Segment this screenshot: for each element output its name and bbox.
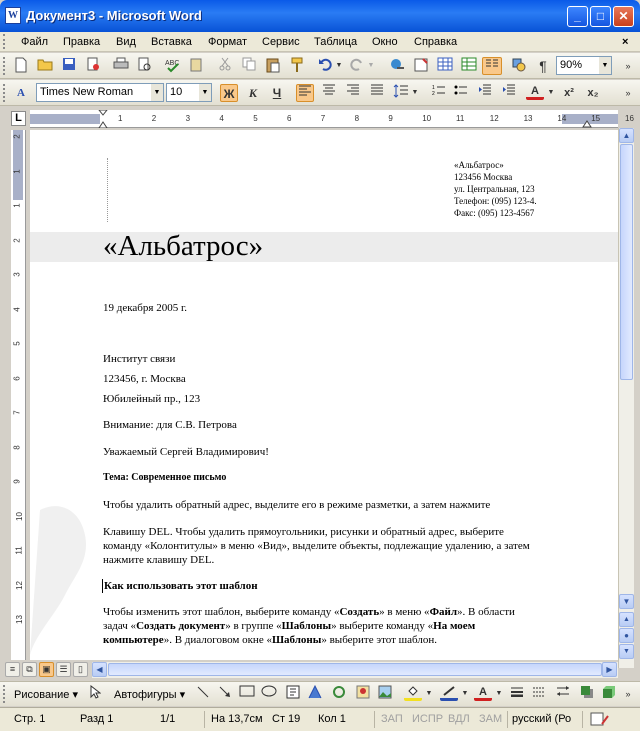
drawing-font-color-dropdown-icon[interactable]: ▼ [495,690,503,697]
status-page: Стр. 1 [14,713,46,725]
paragraph-2-line: Клавишу DEL. Чтобы удалить прямоугольники, рисунки и обратный адрес, выберите [103,526,504,538]
text-run: Чтобы изменить этот шаблон, выберите команду « [103,606,340,618]
toolbar-options-icon[interactable]: » [625,61,631,71]
text-run: » выберите команду « [331,620,434,632]
font-size-value: 10 [170,86,183,98]
font-size-dropdown-icon[interactable]: ▼ [199,84,211,101]
recipient-line: 123456, г. Москва [103,373,186,385]
svg-text:1: 1 [432,85,435,91]
save-icon[interactable] [60,57,78,75]
styles-icon[interactable]: A [17,87,25,99]
spelling-icon[interactable] [164,57,182,75]
ruler-number: 8 [12,444,22,450]
status-extend[interactable]: ВДЛ [448,713,470,725]
horizontal-scroll-thumb[interactable] [108,663,602,676]
ruler-number: 12 [489,114,499,123]
tab-selector[interactable]: L [11,111,26,126]
undo-icon[interactable] [316,57,334,75]
scroll-left-icon[interactable]: ◀ [92,662,107,677]
research-icon[interactable] [188,57,206,75]
attention-line: Внимание: для С.В. Петрова [103,419,237,431]
insert-excel-icon[interactable] [460,57,478,75]
status-separator [374,711,375,728]
recipient-line: Юбилейный пр., 123 [103,393,201,405]
return-address-line: 123456 Москва [454,172,513,182]
status-track-changes[interactable]: ИСПР [412,713,444,725]
toolbar-grip[interactable] [3,685,7,703]
text-run-bold: компьютере [103,634,164,646]
toolbar-grip[interactable] [3,57,7,75]
menu-edit[interactable]: Правка [63,36,101,48]
outline-view-icon[interactable]: ☰ [56,662,71,677]
ruler-left-margin [30,114,100,124]
return-address-line: ул. Центральная, 123 [454,184,535,194]
hyperlink-icon[interactable] [388,57,406,75]
spelling-status-icon[interactable] [590,712,610,730]
font-color-dropdown-icon[interactable]: ▼ [547,89,555,96]
diagram-icon[interactable] [330,685,348,703]
ruler-number: 11 [456,114,465,123]
numbering-icon[interactable] [430,84,448,102]
tables-borders-icon[interactable] [412,57,430,75]
dash-style-icon[interactable] [530,685,548,703]
company-title: «Альбатрос» [103,230,264,262]
ruler-number: 9 [388,114,393,123]
ruler-number: 11 [14,546,24,555]
wordart-icon[interactable] [306,685,324,703]
text-run: ». В диалоговом окне « [163,634,272,646]
toolbar-options-icon[interactable]: » [625,88,631,98]
ruler-number: 1 [118,114,123,123]
ruler-number: 2 [12,134,22,139]
web-view-icon[interactable]: ⧉ [22,662,37,677]
return-address-line: Телефон: (095) 123-4. [454,196,537,206]
font-name-select[interactable] [36,83,164,102]
superscript-icon[interactable]: x² [564,87,574,99]
arrow-icon[interactable] [216,685,234,703]
shadow-style-icon[interactable] [578,685,596,703]
line-spacing-icon[interactable] [392,84,410,102]
title-bar[interactable] [0,0,640,32]
redo-icon[interactable] [348,57,366,75]
horizontal-ruler[interactable] [30,110,634,128]
ruler-number: 10 [422,114,432,123]
status-column: Кол 1 [318,713,346,725]
ruler-number: 3 [185,114,191,123]
minimize-button[interactable]: _ [567,6,588,27]
svg-text:ABC: ABC [165,60,180,67]
paragraph-2-line: нажмите клавишу DEL. [103,554,215,566]
open-folder-icon[interactable] [36,57,54,75]
status-separator [582,711,583,728]
line-spacing-dropdown-icon[interactable]: ▼ [411,89,419,96]
3d-style-icon[interactable] [600,685,618,703]
return-address-line: Факс: (095) 123-4567 [454,208,535,218]
return-address-line: «Альбатрос» [454,160,504,170]
text-run-bold: Файл [429,606,458,618]
scroll-up-icon[interactable]: ▲ [619,128,634,143]
oval-icon[interactable] [260,685,278,703]
indent-marker-icon[interactable] [98,110,108,128]
status-language[interactable]: русский (Ро [512,713,572,725]
menu-grip[interactable] [3,34,7,49]
drawing-toolbar [0,681,640,706]
ruler-number: 4 [219,114,224,123]
ruler-number: 6 [287,114,292,123]
cut-icon[interactable] [216,57,234,75]
menu-format[interactable]: Формат [208,36,248,48]
text-run-bold: На моем [433,620,476,632]
toolbar-grip[interactable] [3,84,7,102]
underline-button[interactable]: Ч [272,86,282,100]
address-guide-line [107,158,108,222]
show-hide-paragraph-icon[interactable]: ¶ [539,58,547,74]
menu-table[interactable]: Таблица [314,36,358,48]
paragraph-2-line: команду «Колонтитулы» в меню «Вид», выделите объекты, подлежащие удалению, а затем [103,540,530,552]
copy-icon[interactable] [240,57,258,75]
letter-date: 19 декабря 2005 г. [103,302,187,314]
line-color-icon[interactable] [440,685,458,701]
ruler-number: 12 [14,580,24,590]
next-page-icon[interactable]: ▼ [619,644,634,659]
align-center-icon[interactable] [320,84,338,102]
ruler-number: 5 [253,114,258,123]
drawing-icon[interactable] [510,57,528,75]
align-right-icon[interactable] [344,84,362,102]
ruler-number: 15 [591,114,601,123]
subscript-icon[interactable]: x₂ [587,87,599,99]
status-separator [204,711,205,728]
scroll-thumb[interactable] [620,144,633,380]
menu-tools[interactable]: Сервис [262,36,300,48]
status-record[interactable]: ЗАП [381,713,403,725]
status-line: Ст 19 [272,713,301,725]
document-page[interactable] [30,130,618,660]
font-size-select[interactable] [166,83,212,102]
fill-color-dropdown-icon[interactable]: ▼ [425,690,433,697]
line-color-dropdown-icon[interactable]: ▼ [461,690,469,697]
line-style-icon[interactable] [508,685,526,703]
print-icon[interactable] [112,57,130,75]
bold-button[interactable]: Ж [220,84,238,102]
ruler-number: 3 [12,272,22,277]
paragraph-1: Чтобы удалить обратный адрес, выделите его в режиме разметки, а затем нажмите [103,499,491,511]
clip-art-icon[interactable] [354,685,372,703]
columns-icon[interactable] [482,57,502,75]
reading-view-icon[interactable]: ▯ [73,662,88,677]
text-box-icon[interactable] [284,685,302,703]
drawing-font-color-icon[interactable]: A [474,685,492,701]
menu-file[interactable]: Файл [21,36,49,48]
word-app-icon[interactable]: W [5,7,21,24]
text-run-bold: Шаблоны [271,634,322,646]
text-run: » в меню « [379,606,430,618]
format-painter-icon[interactable] [288,57,306,75]
ruler-number: 6 [12,375,22,381]
paste-icon[interactable] [264,57,282,75]
ruler-number: 13 [523,114,533,123]
ruler-number: 16 [625,114,634,123]
normal-view-icon[interactable]: ≡ [5,662,20,677]
status-section: Разд 1 [80,713,114,725]
vertical-ruler[interactable] [11,130,26,660]
menu-help[interactable]: Справка [414,36,458,48]
window-title: Документ3 - Microsoft Word [26,8,202,23]
close-button[interactable]: ✕ [613,6,634,27]
view-buttons [5,662,95,678]
font-name-value: Times New Roman [40,86,134,98]
maximize-button[interactable]: □ [590,6,611,27]
text-run-bold: Создать [339,606,380,618]
ruler-number: 7 [320,114,326,123]
justify-icon[interactable] [368,84,386,102]
vertical-scrollbar[interactable] [618,128,634,668]
formatting-toolbar [0,80,640,106]
text-run: ». В области [457,606,515,618]
ruler-top-margin [13,130,23,200]
text-run-bold: Шаблоны [281,620,332,632]
ruler-number: 4 [12,306,22,312]
status-position: На 13,7см [211,713,263,725]
status-pages: 1/1 [160,713,176,725]
insert-picture-icon[interactable] [376,685,394,703]
text-run: » в группе « [225,620,282,632]
ruler-number: 8 [354,114,360,123]
scroll-right-icon[interactable]: ▶ [602,662,617,677]
menu-insert[interactable]: Вставка [151,36,192,48]
font-color-icon[interactable]: A [526,84,544,100]
status-bar [0,707,640,731]
horizontal-scrollbar[interactable] [92,662,618,678]
greeting-line: Уважаемый Сергей Владимирович! [103,446,269,458]
zoom-select[interactable] [556,56,612,75]
ruler-number: 1 [12,203,22,208]
toolbar-options-icon[interactable]: » [625,689,631,699]
select-objects-icon[interactable] [86,685,104,703]
redo-dropdown-icon[interactable]: ▼ [367,62,375,69]
recipient-line: Институт связи [103,353,176,365]
ruler-number: 1 [12,168,22,174]
align-left-icon[interactable] [296,84,314,102]
section-heading: Как использовать этот шаблон [104,580,258,592]
text-run-bold: Создать документ [136,620,226,632]
menu-bar [0,32,640,52]
text-run: » выберите этот шаблон. [321,634,437,646]
rectangle-icon[interactable] [238,685,256,703]
zoom-value: 90% [560,59,583,71]
new-document-icon[interactable] [12,57,30,75]
decrease-indent-icon[interactable] [476,84,494,102]
ruler-number: 9 [12,479,22,484]
paragraph-3-line [103,620,475,632]
ruler-number: 5 [12,341,22,346]
status-separator [507,711,508,728]
undo-dropdown-icon[interactable]: ▼ [335,62,343,69]
status-overtype[interactable]: ЗАМ [479,713,503,725]
svg-text:2: 2 [432,91,435,96]
paragraph-3-line [103,634,437,646]
subject-line: Тема: Современное письмо [103,472,227,483]
standard-toolbar [0,53,640,79]
select-browse-object-icon[interactable]: ● [619,628,634,643]
fill-color-icon[interactable] [404,685,422,701]
scroll-down-icon[interactable]: ▼ [619,594,634,609]
menu-window[interactable]: Окно [372,36,398,48]
print-layout-view-icon[interactable]: ▣ [39,662,54,677]
ruler-number: 7 [12,410,22,415]
ruler-number: 13 [14,615,24,624]
font-name-dropdown-icon[interactable]: ▼ [151,84,163,101]
ruler-number: 10 [14,511,24,521]
autoshapes-menu-button[interactable]: Автофигуры ▾ [114,689,186,701]
insert-table-icon[interactable] [436,57,454,75]
print-preview-icon[interactable] [136,57,154,75]
ruler-number: 2 [12,237,22,243]
menu-view[interactable]: Вид [116,36,136,48]
paragraph-3-line [103,606,515,618]
permission-icon[interactable] [84,57,102,75]
text-run: задач « [103,620,137,632]
bullets-icon[interactable] [452,84,470,102]
italic-button[interactable]: К [248,86,258,100]
increase-indent-icon[interactable] [500,84,518,102]
help-close-icon[interactable]: × [622,36,629,48]
watermark-globe-icon [30,490,90,660]
zoom-dropdown-icon[interactable]: ▼ [599,57,611,74]
previous-page-icon[interactable]: ▲ [619,612,634,627]
arrow-style-icon[interactable] [554,685,572,703]
ruler-number: 2 [151,114,157,123]
line-icon[interactable] [194,685,212,703]
text-cursor [102,579,103,593]
ruler-number: 14 [557,114,567,123]
drawing-menu-button[interactable]: Рисование ▾ [14,689,78,701]
